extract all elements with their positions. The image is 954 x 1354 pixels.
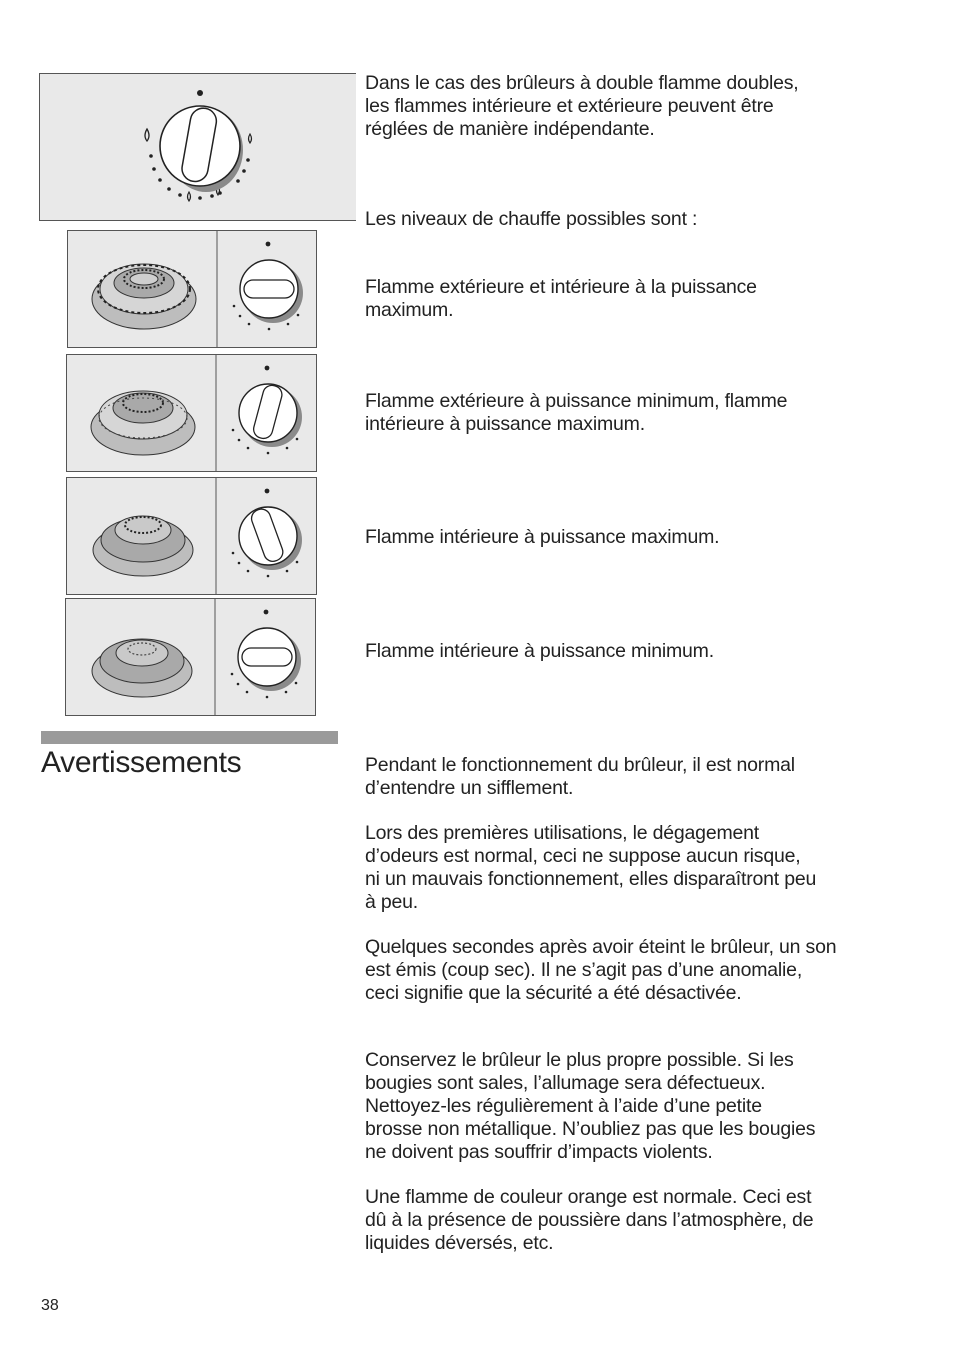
level-text-3: Flamme intérieure à puissance maximum. — [365, 526, 720, 548]
section-title: Avertissements — [41, 746, 242, 779]
level-text-4: Flamme intérieure à puissance minimum. — [365, 640, 714, 662]
burner-level-figure-1 — [67, 230, 317, 348]
intro-text: Dans le cas des brûleurs à double flamme doubles, les flammes intérieure et extérieure peuvent être réglées de manière indépendante. — [365, 72, 799, 140]
levels-intro-text: Les niveaux de chauffe possibles sont : — [365, 208, 698, 230]
burner-level-figure-2 — [66, 354, 317, 472]
section-divider-bar — [41, 731, 338, 744]
warning-text-2: Lors des premières utilisations, le dégagement d’odeurs est normal, ceci ne suppose aucun risque, ni un mauvais fonctionnement, elles disparaîtront peu à peu. — [365, 822, 817, 913]
warning-text-3: Quelques secondes après avoir éteint le brûleur, un son est émis (coup sec). Il ne s’agit pas d’une anomalie, ceci signifie que la sécurité a été désactivée. — [365, 936, 837, 1004]
warning-text-4: Conservez le brûleur le plus propre possible. Si les bougies sont sales, l’allumage sera défectueux. Nettoyez-les régulièrement à l’aide d’une petite brosse non métallique. N’oubliez pas que les bougies ne doivent pas souffrir d’impacts violents. — [365, 1049, 816, 1163]
warning-text-5: Une flamme de couleur orange est normale. Ceci est dû à la présence de poussière dans l’atmosphère, de liquides déversés, etc. — [365, 1186, 814, 1254]
level-text-1: Flamme extérieure et intérieure à la puissance maximum. — [365, 276, 757, 321]
knob-diagram-main — [39, 73, 356, 221]
burner-level-figure-3 — [66, 477, 317, 595]
page-number: 38 — [41, 1297, 59, 1314]
warning-text-1: Pendant le fonctionnement du brûleur, il est normal d’entendre un sifflement. — [365, 754, 795, 799]
level-text-2: Flamme extérieure à puissance minimum, flamme intérieure à puissance maximum. — [365, 390, 788, 435]
burner-level-figure-4 — [65, 598, 316, 716]
